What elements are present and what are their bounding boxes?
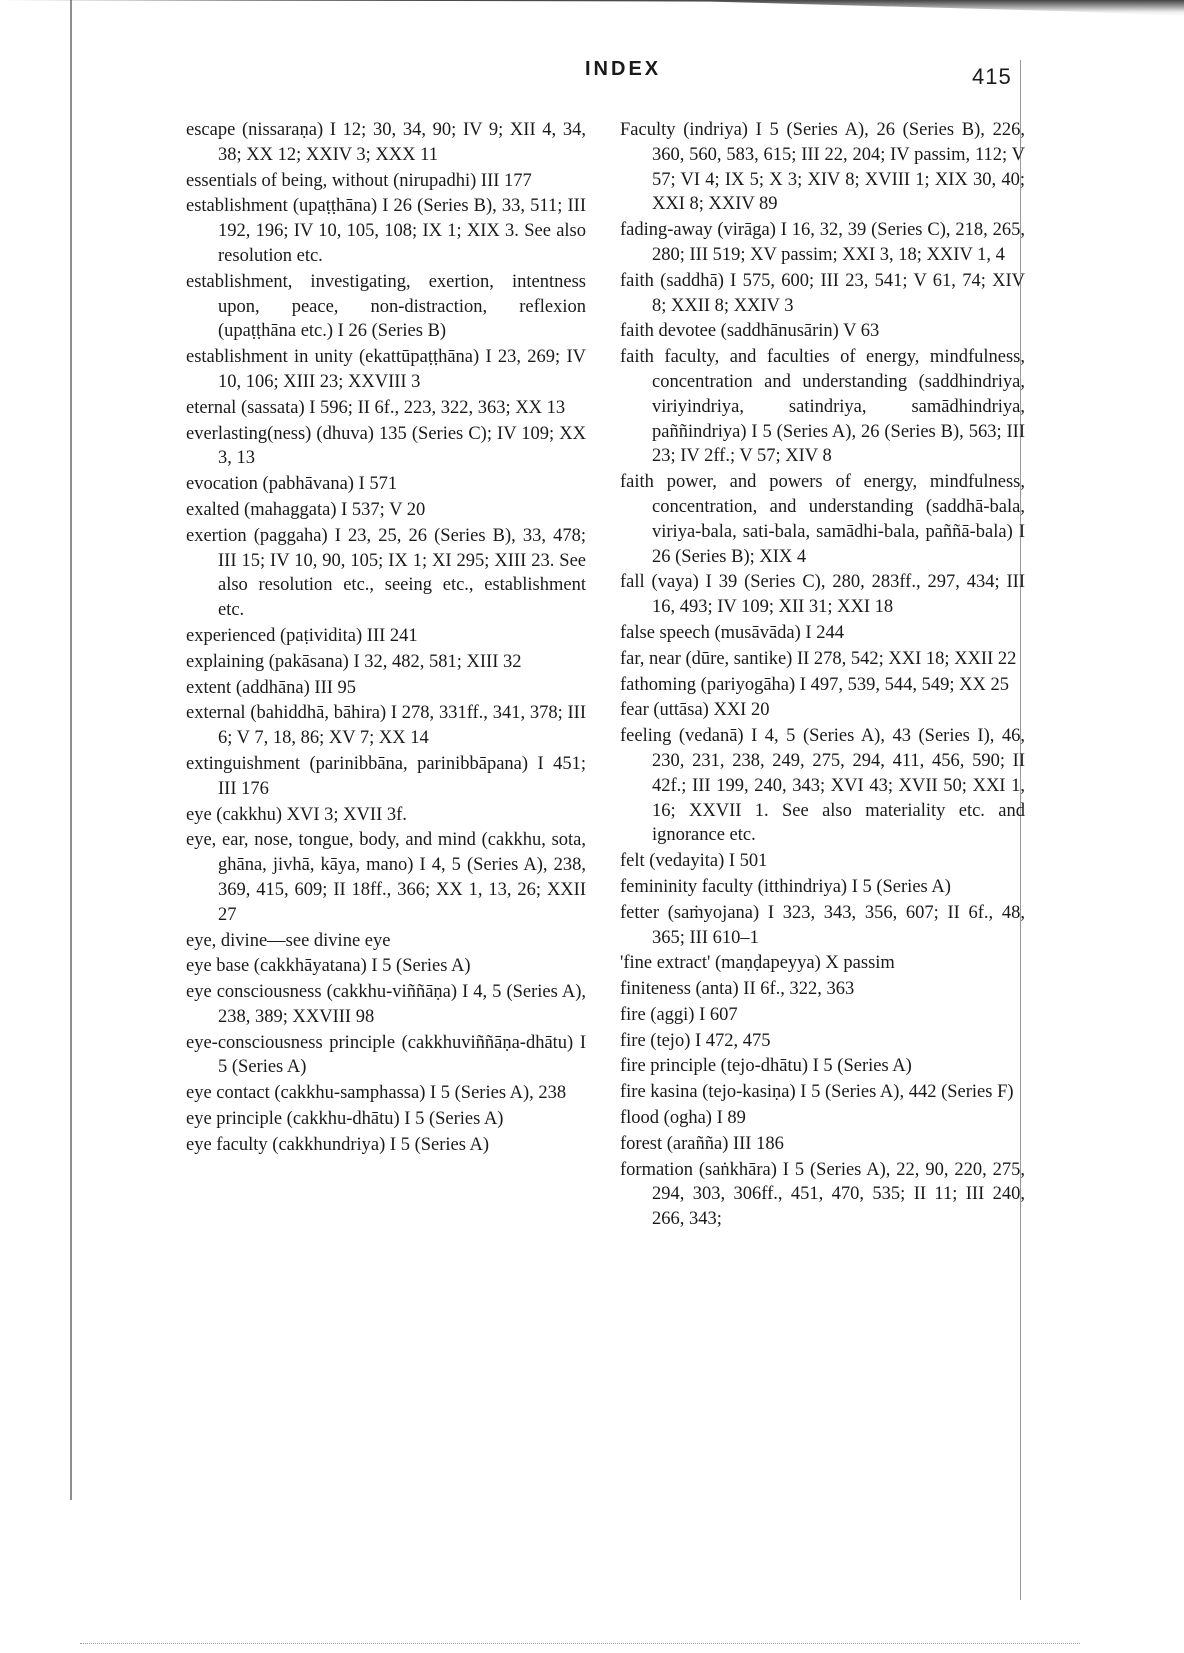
index-entry: eye-consciousness principle (cakkhuviññāṇa-dhātu) I 5 (Series A) [186, 1032, 586, 1078]
index-entry: 'fine extract' (maṇḍapeyya) X passim [620, 953, 895, 974]
index-entry: fear (uttāsa) XXI 20 [620, 700, 770, 721]
index-entry: faith devotee (saddhānusārin) V 63 [620, 321, 880, 342]
index-entry: eye, divine—see divine eye [186, 930, 391, 951]
index-entry: forest (arañña) III 186 [620, 1133, 784, 1154]
left-margin-line [70, 0, 72, 1500]
index-entry: fading-away (virāga) I 16, 32, 39 (Series C), 218, 265, 280; III 519; XV passim; XXI 3, 18; XXIV 1, 4 [620, 220, 1025, 265]
index-entry: eye, ear, nose, tongue, body, and mind (cakkhu, sota, ghāna, jivhā, kāya, mano) I 4, 5 (Series A), 238, 369, 415, 609; II 18ff., 366; XX 1, 13, 26; XXII 27 [186, 830, 586, 925]
index-entry: eye consciousness (cakkhu-viññāṇa) I 4, 5 (Series A), 238, 389; XXVIII 98 [186, 982, 586, 1027]
index-entry: Faculty (indriya) I 5 (Series A), 26 (Series B), 226, 360, 560, 583, 615; III 22, 204; IV passim, 112; V 57; VI 4; IX 5; X 3; XIV 8; XVIII 1; XIX 30, 40; XXI 8; XXIV 89 [620, 120, 1025, 215]
index-entry: external (bahiddhā, bāhira) I 278, 331ff., 341, 378; III 6; V 7, 18, 86; XV 7; XX 14 [186, 703, 586, 749]
index-column-left [186, 118, 586, 1159]
index-entry: faith faculty, and faculties of energy, mindfulness, concentration and understanding (saddhindriya, viriyindriya, satindriya, samādhindriya, paññindriya) I 5 (Series A), 26 (Series B), 563; III 23; IV 2ff.; V 57; XIV 8 [620, 347, 1025, 467]
index-entry: eye (cakkhu) XVI 3; XVII 3f. [186, 804, 407, 825]
index-entry: eye contact (cakkhu-samphassa) I 5 (Series A), 238 [186, 1083, 567, 1104]
index-entry: fire (tejo) I 472, 475 [620, 1030, 771, 1051]
index-entry: eye faculty (cakkhundriya) I 5 (Series A) [186, 1134, 490, 1155]
index-entry: establishment (upaṭṭhāna) I 26 (Series B), 33, 511; III 192, 196; IV 10, 105, 108; IX 1; XIX 3. See also resolution etc. [186, 196, 586, 266]
index-entry: evocation (pabhāvana) I 571 [186, 474, 398, 495]
scan-bottom-noise [80, 1643, 1080, 1644]
index-entry: femininity faculty (itthindriya) I 5 (Series A) [620, 876, 951, 897]
index-entry: escape (nissaraṇa) I 12; 30, 34, 90; IV 9; XII 4, 34, 38; XX 12; XXIV 3; XXX 11 [186, 120, 586, 165]
index-entry: flood (ogha) I 89 [620, 1108, 746, 1129]
index-entry: eye base (cakkhāyatana) I 5 (Series A) [186, 956, 471, 977]
index-entry: faith power, and powers of energy, mindfulness, concentration, and understanding (saddhā-bala, viriya-bala, sati-bala, samādhi-bala, paññā-bala) I 26 (Series B); XIX 4 [620, 472, 1025, 567]
index-column-right [620, 118, 1025, 1233]
index-entry: false speech (musāvāda) I 244 [620, 622, 844, 643]
index-entry: fire kasina (tejo-kasiṇa) I 5 (Series A), 442 (Series F) [620, 1082, 1014, 1103]
index-entry: feeling (vedanā) I 4, 5 (Series A), 43 (Series I), 46, 230, 231, 238, 249, 275, 294, 411, 456, 590; II 42f.; III 199, 240, 343; XVI 43; XVII 50; XXI 1, 16; XXVII 1. See also materiality etc. and ignorance etc. [620, 726, 1025, 846]
index-entry: felt (vedayita) I 501 [620, 851, 768, 872]
index-entry: extent (addhāna) III 95 [186, 677, 357, 698]
index-entry: fall (vaya) I 39 (Series C), 280, 283ff., 297, 434; III 16, 493; IV 109; XII 31; XXI 18 [620, 572, 1025, 618]
index-entry: exertion (paggaha) I 23, 25, 26 (Series B), 33, 478; III 15; IV 10, 90, 105; IX 1; XI 295; XIII 23. See also resolution etc., seeing etc., establishment etc. [186, 525, 586, 621]
index-entry: faith (saddhā) I 575, 600; III 23, 541; V 61, 74; XIV 8; XXII 8; XXIV 3 [620, 270, 1025, 316]
index-entry: everlasting(ness) (dhuva) 135 (Series C); IV 109; XX 3, 13 [186, 423, 586, 469]
page-number: 415 [972, 64, 1012, 89]
index-entry: formation (saṅkhāra) I 5 (Series A), 22, 90, 220, 275, 294, 303, 306ff., 451, 470, 535; II 11; III 240, 266, 343; [620, 1159, 1025, 1230]
index-entry: finiteness (anta) II 6f., 322, 363 [620, 979, 855, 1000]
index-entry: extinguishment (parinibbāna, parinibbāpana) I 451; III 176 [186, 753, 586, 799]
index-entry: fathoming (pariyogāha) I 497, 539, 544, 549; XX 25 [620, 674, 1009, 695]
index-entry: far, near (dūre, santike) II 278, 542; XXI 18; XXII 22 [620, 648, 1017, 669]
index-entry: eye principle (cakkhu-dhātu) I 5 (Series A) [186, 1109, 504, 1130]
index-entry: fetter (saṁyojana) I 323, 343, 356, 607; II 6f., 48, 365; III 610–1 [620, 902, 1025, 948]
index-entry: establishment in unity (ekattūpaṭṭhāna) I 23, 269; IV 10, 106; XIII 23; XXVIII 3 [186, 347, 586, 392]
index-entry: fire principle (tejo-dhātu) I 5 (Series A) [620, 1056, 912, 1077]
scan-edge-shadow [0, 0, 1184, 16]
index-entry: essentials of being, without (nirupadhi) III 177 [186, 170, 532, 191]
index-entry: experienced (paṭividita) III 241 [186, 625, 418, 646]
index-entry: establishment, investigating, exertion, intentness upon, peace, non-distraction, reflexion (upaṭṭhāna etc.) I 26 (Series B) [186, 271, 586, 342]
index-entry: eternal (sassata) I 596; II 6f., 223, 322, 363; XX 13 [186, 397, 566, 418]
running-header: INDEX [585, 58, 662, 80]
index-entry: exalted (mahaggata) I 537; V 20 [186, 499, 426, 520]
index-entry: explaining (pakāsana) I 32, 482, 581; XIII 32 [186, 651, 522, 672]
index-entry: fire (aggi) I 607 [620, 1004, 738, 1025]
